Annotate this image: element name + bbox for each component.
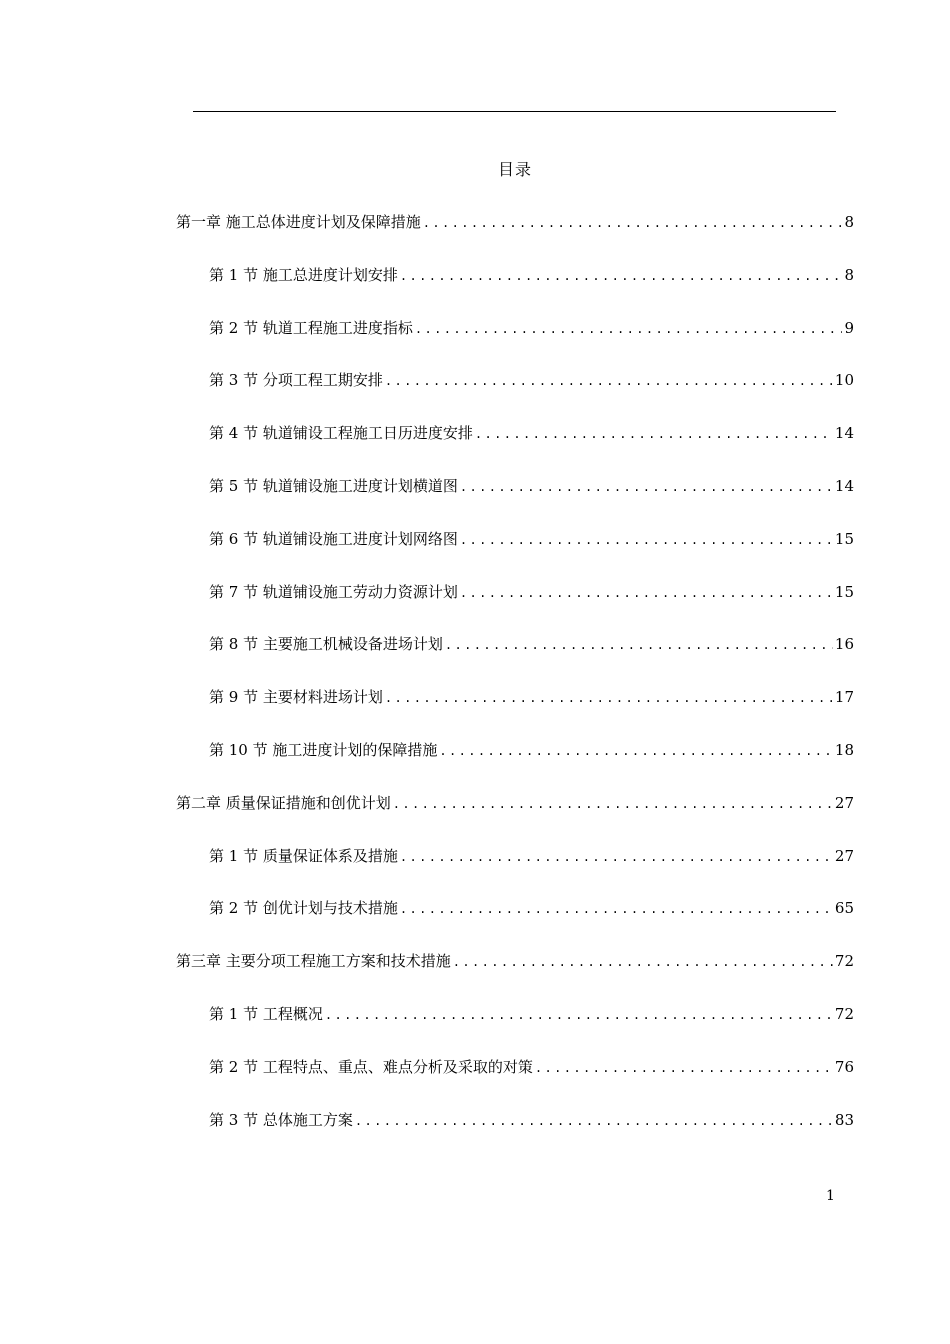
toc-section-entry[interactable] <box>176 1108 854 1161</box>
toc-dot-leader <box>439 739 833 763</box>
toc-section-entry[interactable] <box>176 738 854 791</box>
toc-dot-leader <box>385 369 833 393</box>
toc-entry-label: 第三章 主要分项工程施工方案和技术措施 <box>176 952 451 971</box>
toc-section-entry[interactable] <box>176 1055 854 1108</box>
toc-dot-leader <box>475 422 833 446</box>
toc-dot-leader <box>385 686 833 710</box>
toc-dot-leader <box>460 528 833 552</box>
toc-chapter-entry[interactable] <box>176 210 854 263</box>
toc-entry-label: 第 6 节 轨道铺设施工进度计划网络图 <box>209 529 458 548</box>
toc-entry-page: 14 <box>834 476 854 495</box>
toc-dot-leader <box>400 845 833 869</box>
toc-dot-leader <box>355 1109 833 1133</box>
toc-chapter-entry[interactable] <box>176 791 854 844</box>
toc-entry-label: 第二章 质量保证措施和创优计划 <box>176 793 391 812</box>
toc-section-entry[interactable] <box>176 580 854 633</box>
toc-section-entry[interactable] <box>176 368 854 421</box>
toc-section-entry[interactable] <box>176 421 854 474</box>
toc-section-entry[interactable] <box>176 316 854 369</box>
toc-entry-page: 65 <box>834 899 854 918</box>
toc-entry-page: 15 <box>834 529 854 548</box>
toc-entry-page: 8 <box>844 265 854 284</box>
toc-entry-label: 第 1 节 工程概况 <box>209 1004 323 1023</box>
toc-section-entry[interactable] <box>176 263 854 316</box>
toc-dot-leader <box>460 475 833 499</box>
toc-entry-label: 第 3 节 分项工程工期安排 <box>209 371 383 390</box>
header-rule <box>193 111 836 112</box>
toc-entry-label: 第 10 节 施工进度计划的保障措施 <box>209 740 438 759</box>
toc-section-entry[interactable] <box>176 527 854 580</box>
toc-dot-leader <box>393 792 833 816</box>
toc-dot-leader <box>535 1056 833 1080</box>
toc-entry-label: 第 9 节 主要材料进场计划 <box>209 688 383 707</box>
page-number: 1 <box>826 1188 835 1204</box>
toc-entry-label: 第 5 节 轨道铺设施工进度计划横道图 <box>209 476 458 495</box>
toc-entry-label: 第 8 节 主要施工机械设备进场计划 <box>209 635 443 654</box>
toc-entry-label: 第 1 节 施工总进度计划安排 <box>209 265 398 284</box>
toc-entry-page: 14 <box>834 424 854 443</box>
toc-entry-page: 76 <box>834 1057 854 1076</box>
toc-section-entry[interactable] <box>176 474 854 527</box>
toc-section-entry[interactable] <box>176 844 854 897</box>
toc-entry-page: 72 <box>834 1004 854 1023</box>
toc-entry-label: 第 2 节 工程特点、重点、难点分析及采取的对策 <box>209 1057 533 1076</box>
toc-entry-page: 16 <box>834 635 854 654</box>
toc-entry-page: 15 <box>834 582 854 601</box>
toc-entry-page: 10 <box>834 371 854 390</box>
toc-entry-page: 27 <box>834 793 854 812</box>
toc-dot-leader <box>415 317 843 341</box>
toc-section-entry[interactable] <box>176 1002 854 1055</box>
toc-entry-page: 72 <box>834 952 854 971</box>
toc-dot-leader <box>453 950 833 974</box>
toc-entry-label: 第一章 施工总体进度计划及保障措施 <box>176 213 421 231</box>
toc-section-entry[interactable] <box>176 685 854 738</box>
toc-dot-leader <box>460 581 833 605</box>
toc-dot-leader <box>423 211 843 235</box>
toc-entry-label: 第 2 节 轨道工程施工进度指标 <box>209 318 413 337</box>
toc-section-entry[interactable] <box>176 896 854 949</box>
toc-entry-page: 9 <box>844 318 854 337</box>
toc-entry-label: 第 4 节 轨道铺设工程施工日历进度安排 <box>209 424 473 443</box>
toc-dot-leader <box>400 897 833 921</box>
toc-entry-page: 8 <box>844 213 854 231</box>
toc-entry-page: 27 <box>834 846 854 865</box>
toc-dot-leader <box>325 1003 833 1027</box>
toc-entry-label: 第 2 节 创优计划与技术措施 <box>209 899 398 918</box>
toc-entry-label: 第 1 节 质量保证体系及措施 <box>209 846 398 865</box>
toc-entry-page: 83 <box>834 1110 854 1129</box>
toc-section-entry[interactable] <box>176 632 854 685</box>
toc-chapter-entry[interactable] <box>176 949 854 1002</box>
table-of-contents <box>176 210 854 1160</box>
toc-entry-label: 第 7 节 轨道铺设施工劳动力资源计划 <box>209 582 458 601</box>
toc-title: 目录 <box>497 160 532 179</box>
toc-dot-leader <box>400 264 843 288</box>
toc-dot-leader <box>445 633 833 657</box>
toc-entry-page: 17 <box>834 688 854 707</box>
toc-entry-page: 18 <box>834 740 854 759</box>
toc-entry-label: 第 3 节 总体施工方案 <box>209 1110 353 1129</box>
